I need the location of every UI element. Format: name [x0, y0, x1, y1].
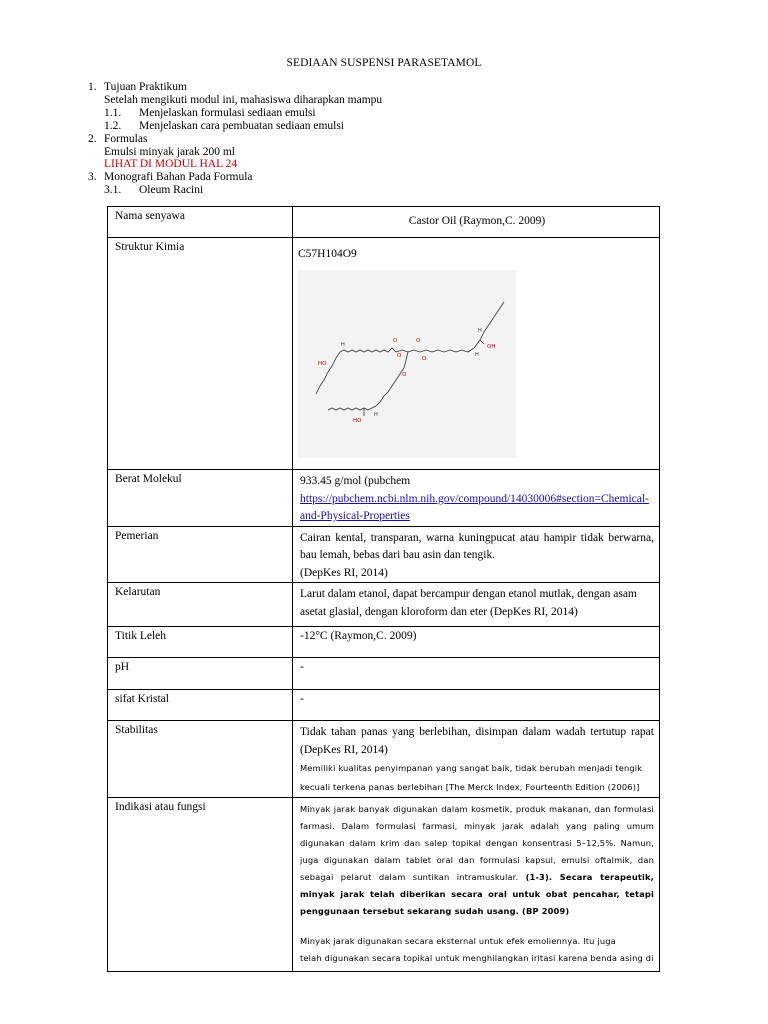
row-value: - [293, 690, 660, 721]
table-row [108, 238, 660, 470]
item-number: 1. [88, 81, 97, 93]
item-number: 2. [88, 133, 97, 145]
monograph-table [107, 206, 660, 972]
item-description: Setelah mengikuti modul ini, mahasiswa diharapkan mampu [104, 94, 383, 106]
row-value [293, 526, 660, 583]
module-reference-note: LIHAT DI MODUL HAL 24 [104, 158, 238, 170]
atom-label: H [478, 328, 482, 334]
description-text: Cairan kental, transparan, warna kuningpucat atau hampir tidak berwarna, bau lemah, bebas dari bau asin dan tengik. [300, 531, 654, 561]
row-label: Pemerian [108, 526, 293, 583]
indication-line: telah digunakan secara topikal untuk menghilangkan iritasi karena benda asing di [300, 953, 654, 963]
atom-label: OH [487, 344, 496, 350]
stability-merck-text: Memiliki kualitas penyimpanan yang sangat baik, tidak berubah menjadi tengik kecuali terkena panas berlebihan [The Merck Index, Fourteenth Edition (2006)] [300, 763, 643, 792]
atom-label: O [416, 338, 421, 344]
row-value: Castor Oil (Raymon,C. 2009) [293, 207, 660, 238]
atom-label: HO [353, 418, 362, 424]
table-row [108, 207, 660, 238]
table-row [108, 470, 660, 527]
row-label: Stabilitas [108, 721, 293, 798]
subitem-label: Menjelaskan cara pembuatan sediaan emulsi [139, 120, 345, 132]
table-row [108, 798, 660, 972]
indication-text: Minyak jarak banyak digunakan dalam kosmetik, produk makanan, dan formulasi farmasi. Dalam formulasi farmasi, minyak jarak adalah yang paling umum digunakan dalam krim dan salep topikal dengan konsentrasi 5–12,5%. Namun, juga digunakan dalam tablet oral dan formulasi kapsul, emulsi oftalmik, dan sebagai pelarut dalam suntikan intramuskular. [300, 804, 654, 882]
row-value [293, 798, 660, 972]
chemical-structure-image [298, 270, 516, 458]
item-number: 3. [88, 171, 97, 183]
atom-label: O [402, 372, 407, 378]
stability-text: Tidak tahan panas yang berlebihan, disimpan dalam wadah tertutup rapat (DepKes RI, 2014) [300, 726, 654, 756]
table-row [108, 690, 660, 721]
row-label: pH [108, 658, 293, 690]
subitem-number: 1.1. [104, 107, 122, 119]
table-row [108, 583, 660, 627]
row-label: Titik Leleh [108, 627, 293, 658]
atom-label: O [393, 338, 398, 344]
row-value: -12°C (Raymon,C. 2009) [293, 627, 660, 658]
row-value: - [293, 658, 660, 690]
table-row [108, 721, 660, 798]
atom-label: O [397, 353, 402, 359]
molecular-weight: 933.45 g/mol (pubchem [300, 475, 411, 487]
atom-label: H [341, 342, 345, 348]
atom-label: O [422, 356, 427, 362]
item-description: Emulsi minyak jarak 200 ml [104, 146, 235, 158]
description-reference: (DepKes RI, 2014) [300, 566, 388, 579]
row-label: Indikasi atau fungsi [108, 798, 293, 972]
table-row [108, 658, 660, 690]
atom-label: HO [318, 361, 327, 367]
row-value [293, 238, 660, 470]
row-label: Berat Molekul [108, 470, 293, 527]
row-value: Larut dalam etanol, dapat bercampur dengan etanol mutlak, dengan asam asetat glasial, dengan kloroform dan eter (DepKes RI, 2014) [293, 583, 660, 627]
pubchem-link[interactable]: https://pubchem.ncbi.nlm.nih.gov/compound/14030006#section=Chemical-and-Physical-Properties [300, 492, 649, 522]
table-row [108, 627, 660, 658]
row-value [293, 470, 660, 527]
indication-line: Minyak jarak digunakan secara eksternal untuk efek emoliennya. Itu juga [300, 936, 616, 946]
row-label: Kelarutan [108, 583, 293, 627]
subitem-label: Oleum Racini [139, 184, 204, 196]
indication-paragraph-2 [300, 933, 654, 967]
row-label: Struktur Kimia [108, 238, 293, 470]
atom-label: H [374, 412, 378, 418]
molecular-formula: C57H104O9 [298, 248, 357, 260]
item-label: Monografi Bahan Pada Formula [104, 171, 253, 183]
indication-bold-text: (1-3). Secara terapeutik, minyak jarak telah diberikan secara oral untuk obat pencahar, tetapi penggunaan tersebut sekarang sudah usang. (BP 2009) [300, 872, 654, 916]
table-row [108, 526, 660, 583]
subitem-number: 3.1. [104, 184, 122, 196]
row-label: sifat Kristal [108, 690, 293, 721]
document-title: SEDIAAN SUSPENSI PARASETAMOL [286, 57, 482, 69]
subitem-number: 1.2. [104, 120, 122, 132]
indication-paragraph [300, 801, 654, 920]
row-label: Nama senyawa [108, 207, 293, 238]
castor-oil-structure-drawing [298, 270, 516, 458]
item-label: Formulas [104, 133, 148, 145]
subitem-label: Menjelaskan formulasi sediaan emulsi [139, 107, 316, 119]
item-label: Tujuan Praktikum [104, 81, 187, 93]
atom-label: H [475, 352, 479, 358]
row-value [293, 721, 660, 798]
